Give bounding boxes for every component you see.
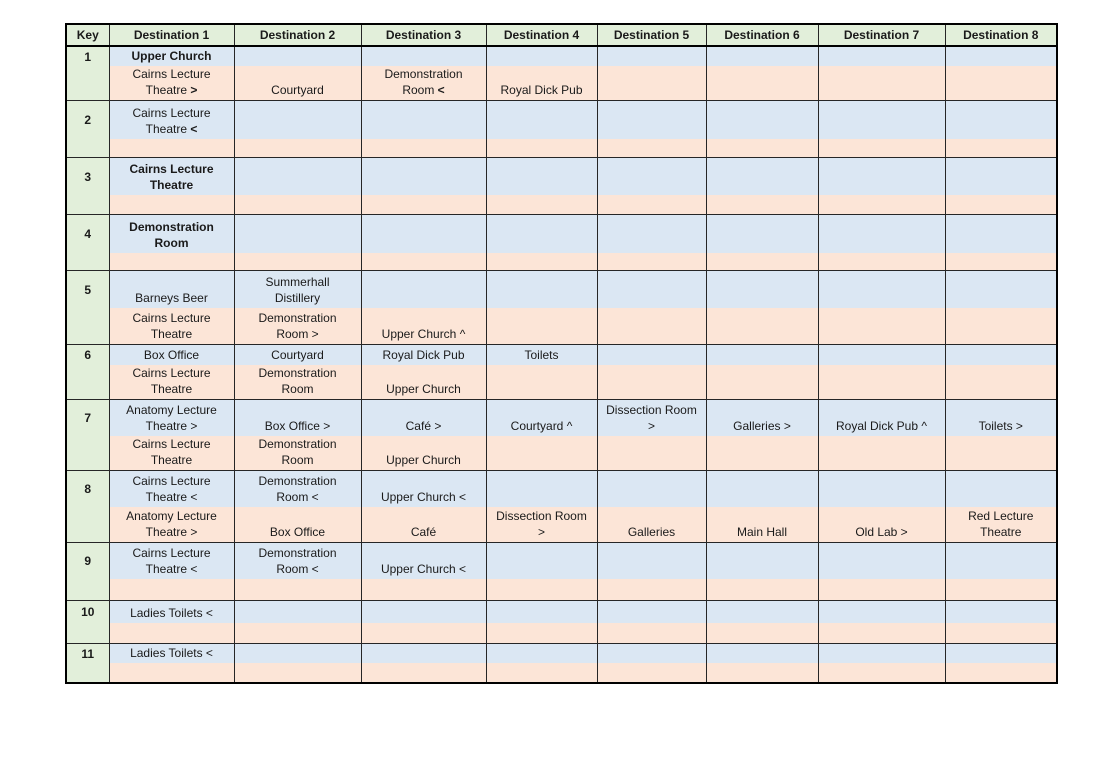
table-cell (818, 66, 945, 101)
table-cell (109, 101, 234, 139)
key-number: 8 (84, 482, 92, 496)
key-cell-5 (66, 271, 109, 345)
table-cell (597, 365, 706, 400)
table-cell (706, 601, 818, 623)
table-row (66, 365, 1057, 400)
table-cell (945, 158, 1057, 195)
table-cell (234, 46, 361, 66)
table-row (66, 308, 1057, 345)
table-row (66, 46, 1057, 66)
table-cell (818, 436, 945, 471)
key-cell-6 (66, 345, 109, 400)
table-cell (706, 623, 818, 644)
cell-label: Upper Church (131, 49, 212, 63)
table-cell (486, 308, 597, 345)
table-cell (597, 644, 706, 663)
table-cell (706, 271, 818, 308)
direction-arrow: < (190, 121, 198, 136)
table-cell (818, 158, 945, 195)
table-cell (945, 271, 1057, 308)
table-cell: Toilets (486, 345, 597, 365)
table-cell (597, 215, 706, 253)
key-number: 11 (81, 646, 95, 661)
table-cell (361, 623, 486, 644)
table-cell (818, 345, 945, 365)
table-cell (597, 471, 706, 507)
table-row (66, 507, 1057, 543)
table-cell: Courtyard (234, 345, 361, 365)
key-number: 3 (84, 169, 92, 184)
table-cell (818, 101, 945, 139)
table-cell: Summerhall Distillery (234, 271, 361, 308)
key-cell-10 (66, 601, 109, 644)
key-cell-9 (66, 543, 109, 601)
table-cell (361, 271, 486, 308)
table-cell: Upper Church ^ (361, 308, 486, 345)
table-row (66, 663, 1057, 683)
table-row (66, 623, 1057, 644)
key-number: 5 (84, 282, 92, 297)
table-cell (945, 253, 1057, 271)
table-cell: Upper Church (361, 365, 486, 400)
table-cell: Royal Dick Pub (361, 345, 486, 365)
key-number: 1 (84, 50, 92, 64)
table-row (66, 579, 1057, 601)
table-cell (597, 543, 706, 579)
table-cell (706, 308, 818, 345)
table-cell: Box Office (109, 345, 234, 365)
key-cell-2 (66, 101, 109, 158)
table-cell (945, 623, 1057, 644)
table-cell (234, 101, 361, 139)
table-cell (818, 195, 945, 215)
header-cell-destination-6: Destination 6 (706, 24, 818, 46)
table-cell (486, 543, 597, 579)
table-cell (109, 46, 234, 66)
table-cell (486, 158, 597, 195)
table-cell (597, 663, 706, 683)
key-number: 6 (84, 348, 92, 362)
header-cell-destination-8: Destination 8 (945, 24, 1057, 46)
table-cell: Galleries (597, 507, 706, 543)
table-row (66, 601, 1057, 623)
table-cell: Café (361, 507, 486, 543)
table-cell (818, 543, 945, 579)
table-cell: Royal Dick Pub (486, 66, 597, 101)
table-row (66, 345, 1057, 365)
table-cell (597, 195, 706, 215)
table-cell (486, 215, 597, 253)
table-cell (109, 579, 234, 601)
table-cell (818, 308, 945, 345)
table-cell: Anatomy Lecture Theatre > (109, 507, 234, 543)
table-row (66, 271, 1057, 308)
table-cell: Courtyard (234, 66, 361, 101)
table-cell: Cairns Lecture Theatre < (109, 543, 234, 579)
table-cell (597, 436, 706, 471)
table-cell (818, 215, 945, 253)
table-cell: Cairns Lecture Theatre (109, 365, 234, 400)
table-cell (706, 158, 818, 195)
table-cell (486, 436, 597, 471)
key-cell-1 (66, 46, 109, 101)
header-cell-destination-4: Destination 4 (486, 24, 597, 46)
table-cell: Ladies Toilets < (109, 644, 234, 663)
table-cell (109, 215, 234, 253)
table-cell (486, 365, 597, 400)
table-cell (486, 139, 597, 158)
table-cell (945, 436, 1057, 471)
table-cell: Red Lecture Theatre (945, 507, 1057, 543)
table-cell (109, 66, 234, 101)
table-cell (706, 543, 818, 579)
header-cell-destination-1: Destination 1 (109, 24, 234, 46)
key-cell-4 (66, 215, 109, 271)
table-cell (945, 601, 1057, 623)
table-cell (818, 253, 945, 271)
table-cell: Upper Church < (361, 543, 486, 579)
table-cell (597, 345, 706, 365)
table-cell (706, 195, 818, 215)
table-cell (234, 253, 361, 271)
table-cell (234, 139, 361, 158)
table-cell (706, 101, 818, 139)
table-row (66, 139, 1057, 158)
table-cell (706, 644, 818, 663)
table-row (66, 195, 1057, 215)
table-cell (109, 663, 234, 683)
table-cell: Demonstration Room (234, 436, 361, 471)
table-cell (706, 663, 818, 683)
table-cell (818, 271, 945, 308)
table-cell (945, 195, 1057, 215)
cell-label: Cairns Lecture Theatre (129, 161, 214, 192)
table-cell (818, 471, 945, 507)
table-cell (597, 601, 706, 623)
cell-label: Cairns Lecture Theatre (132, 105, 211, 136)
table-row (66, 471, 1057, 507)
key-number: 9 (84, 554, 92, 568)
direction-arrow: > (190, 83, 198, 97)
table-cell (361, 579, 486, 601)
table-cell: Cairns Lecture Theatre (109, 308, 234, 345)
table-cell (945, 215, 1057, 253)
table-cell (234, 623, 361, 644)
direction-arrow: < (437, 83, 445, 97)
table-cell (486, 644, 597, 663)
table-cell (361, 101, 486, 139)
table-cell (706, 139, 818, 158)
table-cell (361, 46, 486, 66)
table-row (66, 66, 1057, 101)
table-cell: Demonstration Room < (234, 471, 361, 507)
table-cell (945, 579, 1057, 601)
table-row (66, 253, 1057, 271)
table-cell: Cairns Lecture Theatre (109, 436, 234, 471)
table-row (66, 436, 1057, 471)
table-cell (361, 663, 486, 683)
table-cell (706, 579, 818, 601)
table-cell (234, 644, 361, 663)
table-cell (706, 46, 818, 66)
table-cell (818, 644, 945, 663)
cell-label: Cairns Lecture Theatre (132, 67, 211, 97)
table-cell (945, 139, 1057, 158)
table-cell (361, 195, 486, 215)
destination-key-table (65, 23, 1058, 684)
table-cell (486, 471, 597, 507)
header-cell-key: Key (66, 24, 109, 46)
table-cell (706, 436, 818, 471)
table-cell (945, 471, 1057, 507)
table-cell (109, 139, 234, 158)
table-cell (361, 601, 486, 623)
table-cell: Demonstration Room < (234, 543, 361, 579)
table-cell (486, 623, 597, 644)
key-cell-7 (66, 400, 109, 471)
cell-label: Demonstration Room (384, 67, 463, 97)
table-cell: Upper Church < (361, 471, 486, 507)
table-cell (597, 579, 706, 601)
table-cell: Demonstration Room > (234, 308, 361, 345)
table-cell (486, 195, 597, 215)
table-row (66, 215, 1057, 253)
page (65, 23, 1058, 684)
table-cell (361, 644, 486, 663)
header-cell-destination-7: Destination 7 (818, 24, 945, 46)
table-cell (486, 46, 597, 66)
table-cell (945, 101, 1057, 139)
table-cell (706, 215, 818, 253)
table-cell (818, 623, 945, 644)
table-cell (234, 601, 361, 623)
table-cell (818, 139, 945, 158)
table-cell (109, 195, 234, 215)
table-cell: Upper Church (361, 436, 486, 471)
table-cell: Dissection Room > (597, 400, 706, 436)
table-cell (706, 365, 818, 400)
table-cell (486, 663, 597, 683)
table-cell (945, 308, 1057, 345)
table-cell (597, 101, 706, 139)
table-row (66, 543, 1057, 579)
table-cell (945, 663, 1057, 683)
header-cell-destination-3: Destination 3 (361, 24, 486, 46)
table-cell: Cairns Lecture Theatre < (109, 471, 234, 507)
table-cell (945, 66, 1057, 101)
table-cell (597, 253, 706, 271)
table-cell (945, 46, 1057, 66)
table-cell (234, 663, 361, 683)
table-cell (361, 215, 486, 253)
table-cell: Box Office (234, 507, 361, 543)
key-number: 2 (84, 113, 92, 127)
table-cell (706, 66, 818, 101)
header-cell-destination-5: Destination 5 (597, 24, 706, 46)
table-cell (234, 215, 361, 253)
table-cell (597, 66, 706, 101)
table-cell (361, 158, 486, 195)
header-cell-destination-2: Destination 2 (234, 24, 361, 46)
key-cell-3 (66, 158, 109, 215)
key-number: 10 (81, 605, 95, 619)
table-cell: Box Office > (234, 400, 361, 436)
table-cell (597, 271, 706, 308)
header-row (66, 24, 1057, 46)
table-cell (597, 623, 706, 644)
table-row (66, 644, 1057, 663)
table-row (66, 400, 1057, 436)
table-cell (818, 663, 945, 683)
table-cell: Royal Dick Pub ^ (818, 400, 945, 436)
table-cell (706, 253, 818, 271)
table-cell (486, 101, 597, 139)
table-row (66, 158, 1057, 195)
table-cell (234, 195, 361, 215)
table-cell: Old Lab > (818, 507, 945, 543)
key-cell-8 (66, 471, 109, 543)
table-cell (818, 601, 945, 623)
table-cell (234, 158, 361, 195)
table-body (66, 46, 1057, 683)
key-number: 4 (84, 227, 92, 241)
table-cell (486, 271, 597, 308)
table-cell: Café > (361, 400, 486, 436)
table-cell: Galleries > (706, 400, 818, 436)
table-cell (597, 46, 706, 66)
key-number: 7 (84, 411, 92, 425)
table-cell: Demonstration Room (234, 365, 361, 400)
table-cell (109, 623, 234, 644)
table-cell (486, 253, 597, 271)
table-cell (945, 543, 1057, 579)
table-cell (486, 601, 597, 623)
table-cell (818, 46, 945, 66)
table-cell (945, 365, 1057, 400)
table-cell: Dissection Room > (486, 507, 597, 543)
table-row (66, 101, 1057, 139)
table-cell (706, 471, 818, 507)
table-cell (361, 253, 486, 271)
table-cell: Toilets > (945, 400, 1057, 436)
table-cell (486, 579, 597, 601)
table-cell (361, 139, 486, 158)
table-cell: Main Hall (706, 507, 818, 543)
table-cell: Ladies Toilets < (109, 601, 234, 623)
key-cell-11 (66, 644, 109, 683)
cell-label: Demonstration Room (129, 219, 214, 250)
table-cell (109, 253, 234, 271)
table-cell (818, 365, 945, 400)
table-cell (234, 579, 361, 601)
table-cell (597, 308, 706, 345)
table-cell: Barneys Beer (109, 271, 234, 308)
table-cell (109, 158, 234, 195)
table-cell (706, 345, 818, 365)
table-cell (597, 158, 706, 195)
table-cell (945, 644, 1057, 663)
table-cell (945, 345, 1057, 365)
table-cell: Anatomy Lecture Theatre > (109, 400, 234, 436)
table-cell (597, 139, 706, 158)
table-cell (818, 579, 945, 601)
table-cell: Courtyard ^ (486, 400, 597, 436)
table-cell (361, 66, 486, 101)
